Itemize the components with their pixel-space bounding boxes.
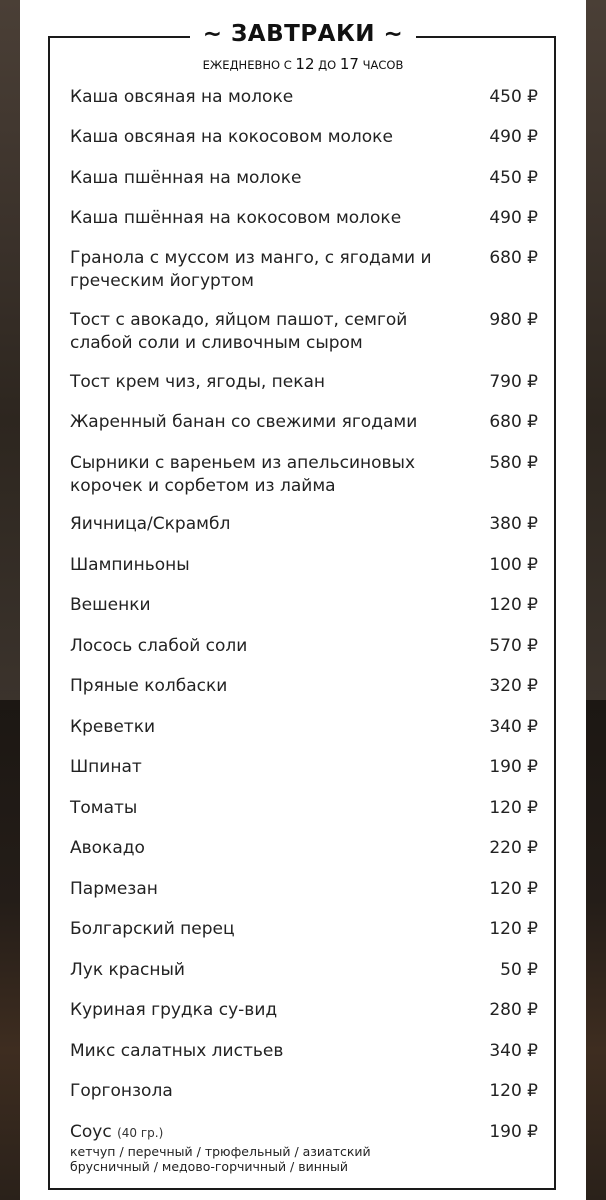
item-price: 570 ₽ — [489, 636, 538, 656]
sauce-weight: (40 гр.) — [117, 1126, 164, 1140]
item-price: 320 ₽ — [489, 676, 538, 696]
subtitle-suffix: ЧАСОВ — [362, 58, 404, 72]
item-name: Томаты — [70, 798, 138, 818]
subtitle-prefix: ЕЖЕДНЕВНО С — [202, 58, 292, 72]
item-name: Пряные колбаски — [70, 676, 228, 696]
item-name: Тост крем чиз, ягоды, пекан — [70, 372, 326, 392]
item-price: 190 ₽ — [489, 1122, 538, 1142]
item-name: Шпинат — [70, 757, 142, 777]
item-price: 120 ₽ — [489, 1081, 538, 1101]
item-name: Каша овсяная на молоке — [70, 87, 294, 107]
item-name: Пармезан — [70, 879, 158, 899]
item-name: Тост с авокадо, яйцом пашот, семгой слабой соли и сливочным сыром — [70, 310, 408, 353]
item-name: Яичница/Скрамбл — [70, 514, 231, 534]
sauce-label: Соус — [70, 1122, 112, 1142]
item-price: 380 ₽ — [489, 514, 538, 534]
item-name: Микс салатных листьев — [70, 1041, 284, 1061]
item-price: 580 ₽ — [489, 453, 538, 473]
item-price: 490 ₽ — [489, 127, 538, 147]
item-price: 980 ₽ — [489, 310, 538, 330]
item-price: 120 ₽ — [489, 595, 538, 615]
item-price: 680 ₽ — [489, 248, 538, 268]
menu-subtitle — [150, 55, 456, 73]
sauce-options: кетчуп / перечный / трюфельный / азиатский брусничный / медово-горчичный / винный — [70, 1144, 371, 1174]
item-price: 120 ₽ — [489, 798, 538, 818]
time-to: 17 — [339, 55, 359, 73]
item-name: Шампиньоны — [70, 555, 190, 575]
item-name: Каша пшённая на кокосовом молоке — [70, 208, 402, 228]
item-name: Креветки — [70, 717, 156, 737]
item-name: Гранола с муссом из манго, с ягодами и греческим йогуртом — [70, 248, 432, 291]
item-name: Лук красный — [70, 960, 185, 980]
item-name: Каша овсяная на кокосовом молоке — [70, 127, 393, 147]
item-name: Куриная грудка су-вид — [70, 1000, 278, 1020]
subtitle-middle: ДО — [318, 58, 337, 72]
item-price: 120 ₽ — [489, 919, 538, 939]
item-name: Жаренный банан со свежими ягодами — [70, 412, 418, 432]
item-price: 450 ₽ — [489, 87, 538, 107]
item-name: Каша пшённая на молоке — [70, 168, 302, 188]
menu-title-wrap — [190, 14, 416, 54]
item-price: 220 ₽ — [489, 838, 538, 858]
item-price: 120 ₽ — [489, 879, 538, 899]
item-name: Лосось слабой соли — [70, 636, 248, 656]
item-name: Сырники с вареньем из апельсиновых корочек и сорбетом из лайма — [70, 453, 416, 496]
item-price: 190 ₽ — [489, 757, 538, 777]
menu-title: ~ ЗАВТРАКИ ~ — [202, 21, 404, 47]
item-price: 490 ₽ — [489, 208, 538, 228]
item-price: 450 ₽ — [489, 168, 538, 188]
item-price: 280 ₽ — [489, 1000, 538, 1020]
item-name: Вешенки — [70, 595, 151, 615]
item-name: Горгонзола — [70, 1081, 173, 1101]
time-from: 12 — [295, 55, 315, 73]
item-name: Авокадо — [70, 838, 145, 858]
item-price: 340 ₽ — [489, 1041, 538, 1061]
item-price: 100 ₽ — [489, 555, 538, 575]
item-price: 50 ₽ — [500, 960, 538, 980]
item-price: 340 ₽ — [489, 717, 538, 737]
item-name: Болгарский перец — [70, 919, 235, 939]
item-price: 790 ₽ — [489, 372, 538, 392]
item-name-sauce — [70, 1121, 450, 1145]
item-price: 680 ₽ — [489, 412, 538, 432]
